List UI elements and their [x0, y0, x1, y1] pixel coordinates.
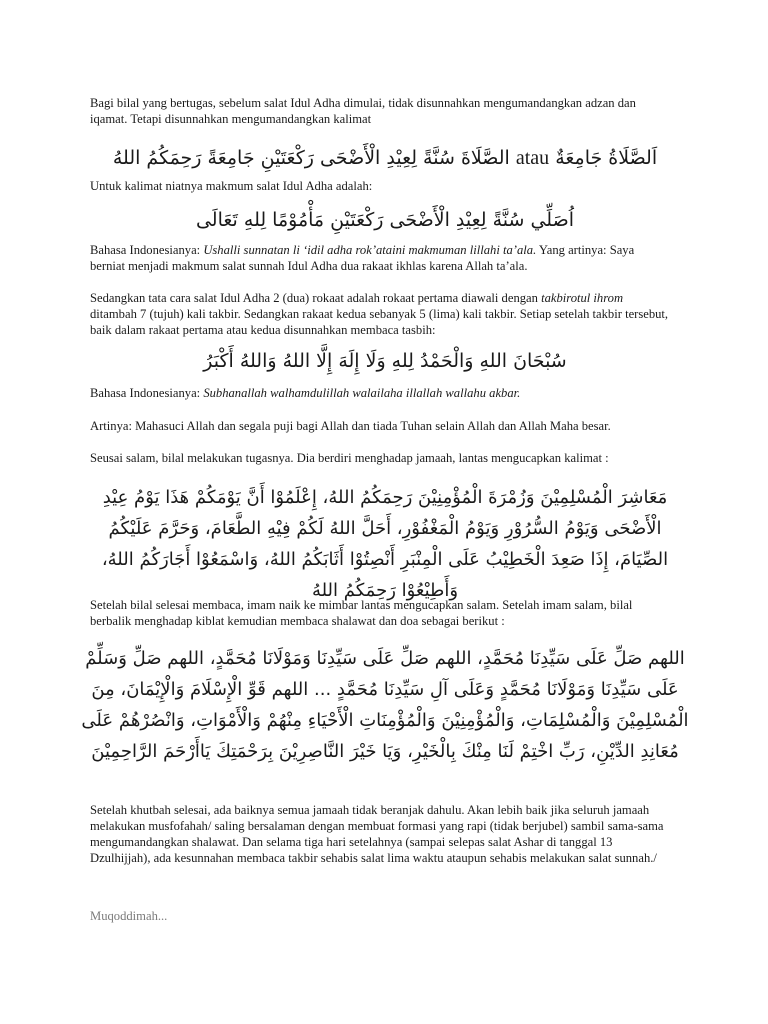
tasbih-transliteration: Subhanallah walhamdulillah walailaha illallah wallahu akbar.: [203, 386, 521, 400]
niat-translation: [90, 242, 670, 274]
procedure-rest: ditambah 7 (tujuh) kali takbir. Sedangkan rakaat kedua sebanyak 5 (lima) kali takbir. Setiap setelah takbir tersebut, baik dalam rakaat pertama atau kedua disunnahkan membaca tasbih:: [90, 307, 669, 337]
arabic-tasbih: سُبْحَانَ اللهِ وَالْحَمْدُ لِلهِ وَلَا إِلَهَ إِلَّا اللهُ وَاللهُ أَكْبَرُ: [203, 350, 567, 372]
bilal-intro: Seusai salam, bilal melakukan tugasnya. Dia berdiri menghadap jamaah, lantas mengucapkan kalimat :: [90, 451, 609, 465]
shalawat-intro: Setelah bilal selesai membaca, imam naik ke mimbar lantas mengucapkan salam. Setelah imam salam, bilal berbalik menghadap kiblat kemudian membaca shalawat dan doa sebagai berikut :: [90, 598, 633, 628]
takbirotul-ihrom: takbirotul ihrom: [541, 291, 624, 305]
tasbih-meaning: Artinya: Mahasuci Allah dan segala puji bagi Allah dan tiada Tuhan selain Allah dan Allah Maha besar.: [90, 419, 611, 433]
arabic-call-short: اَلصَّلَاةُ جَامِعَةٌ: [555, 147, 658, 169]
closing-paragraph: Setelah khutbah selesai, ada baiknya semua jamaah tidak beranjak dahulu. Akan lebih baik jika seluruh jamaah melakukan musfofahah/ saling bersalaman dengan membuat formasi yang rapi (tidak berjubel) sambil sama-sama mengumandangkan shalawat. Dan selama tiga hari setelahnya (sampai selepas salat Ashar di tanggal 13 Dzulhijjah), ada kesunnahan membaca takbir sehabis salat lima waktu ataupun sehabis melakukan salat sunnah./: [90, 803, 664, 865]
arabic-call-long: الصَّلَاةَ سُنَّةً لِعِيْدِ الْأَضْحَى رَكْعَتَيْنِ جَامِعَةً رَحِمَكُمُ اللهُ: [112, 147, 510, 169]
procedure-start: Sedangkan tata cara salat Idul Adha 2 (dua) rokaat adalah rokaat pertama diawali dengan: [90, 291, 542, 305]
procedure-paragraph: [90, 290, 670, 338]
intro-paragraph: Bagi bilal yang bertugas, sebelum salat Idul Adha dimulai, tidak disunnahkan mengumandangkan adzan dan iqamat. Tetapi disunnahkan mengumandangkan kalimat: [90, 96, 636, 126]
niat-meaning: Yang artinya: Saya berniat menjadi makmum salat sunnah Idul Adha dua rakaat ikhlas karena Allah ta’ala.: [90, 243, 635, 273]
niat-transliteration: Ushalli sunnatan li ‘idil adha rok’ataini makmuman lillahi ta’ala.: [203, 243, 537, 257]
niat-label: Bahasa Indonesianya:: [90, 243, 204, 257]
muqoddimah-link: Muqoddimah...: [90, 909, 168, 923]
arabic-bilal-announcement: مَعَاشِرَ الْمُسْلِمِيْنَ وَزُمْرَةَ الْمُؤْمِنِيْنَ رَحِمَكُمُ اللهُ، إِعْلَمُوْا أَنَّ يَوْمَكُمْ هَذَا يَوْمُ عِيْدِ الْأَضْحَى وَيَوْمُ السُّرُوْرِ وَيَوْمُ الْمَغْفُوْرِ، أَحَلَّ اللهُ لَكُمْ فِيْهِ الطَّعَامَ، وَحَرَّمَ عَلَيْكُمُ الصِّيَامَ، إِذَا صَعِدَ الْخَطِيْبُ عَلَى الْمِنْبَرِ أَنْصِتُوْا أَثَابَكُمُ اللهُ، وَاسْمَعُوْا أَجَارَكُمُ اللهُ، وَأَطِيْعُوْا رَحِمَكُمُ اللهُ: [101, 487, 669, 601]
niat-intro: Untuk kalimat niatnya makmum salat Idul Adha adalah:: [90, 179, 373, 193]
arabic-niat: اُصَلِّي سُنَّةً لِعِيْدِ الْأَضْحَى رَكْعَتَيْنِ مَأْمُوْمًا لِلهِ تَعَالَى: [195, 209, 575, 231]
arabic-shalawat-doa: اللهم صَلِّ عَلَى سَيِّدِنَا مُحَمَّدٍ، اللهم صَلِّ عَلَى سَيِّدِنَا وَمَوْلَانَا مُحَمَّدٍ، اللهم صَلِّ وَسَلِّمْ عَلَى سَيِّدِنَا وَمَوْلَانَا مُحَمَّدٍ وَعَلَى آلِ سَيِّدِنَا مُحَمَّدٍ ... اللهم قَوِّ الْإِسْلَامَ وَالْإِيْمَانَ، مِنَ الْمُسْلِمِيْنَ وَالْمُسْلِمَاتِ، وَالْمُؤْمِنِيْنَ وَالْمُؤْمِنَاتِ الْأَحْيَاءِ مِنْهُمْ وَالْأَمْوَاتِ، وَانْصُرْهُمْ عَلَى مُعَانِدِ الدِّيْنِ، رَبِّ اخْتِمْ لَنَا مِنْكَ بِالْخَيْرِ، وَيَا خَيْرَ النَّاصِرِيْنَ بِرَحْمَتِكَ يَاأَرْحَمَ الرَّاحِمِيْنَ: [81, 648, 689, 762]
tasbih-label: Bahasa Indonesianya:: [90, 386, 204, 400]
arabic-call-to-prayer: [80, 143, 690, 174]
tasbih-translation: [90, 385, 670, 401]
atau-word: atau: [515, 147, 550, 169]
